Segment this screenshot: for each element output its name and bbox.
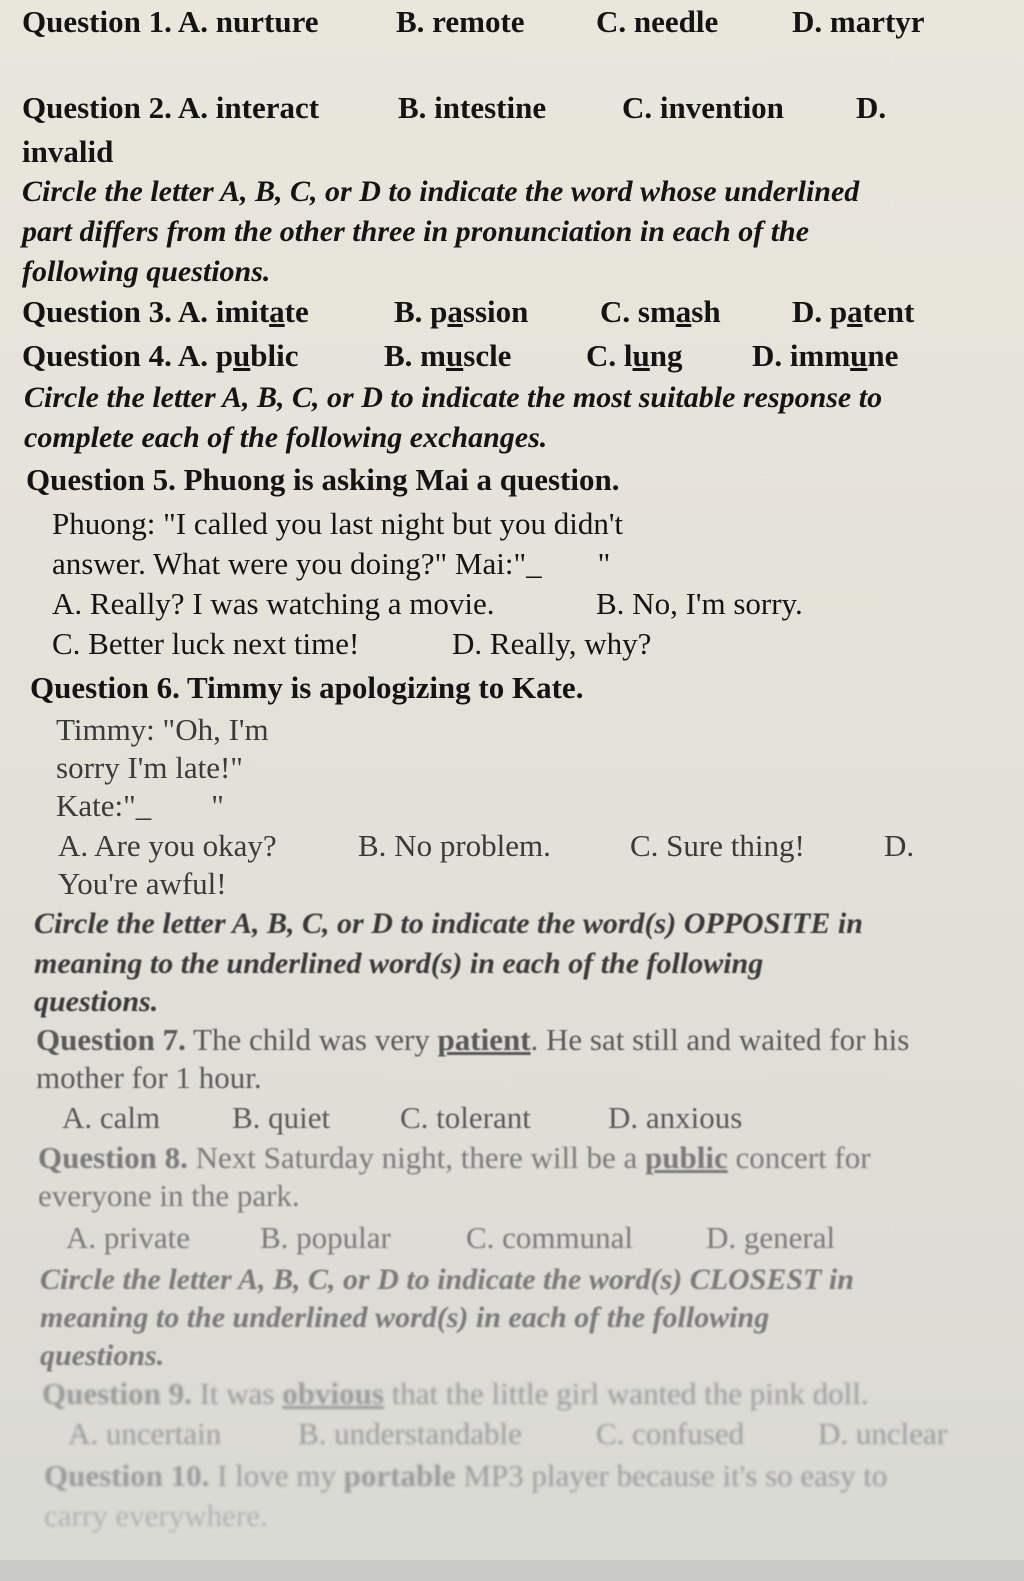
q7-option-a: A. calm [62, 1100, 161, 1135]
q5-option-b: B. No, I'm sorry. [596, 586, 803, 621]
q2-option-d-cont: invalid [22, 134, 114, 169]
q3-option-c: C. smash [600, 294, 721, 329]
q6-dialog-2: sorry I'm late!" [56, 750, 243, 785]
instruction-opposite-3: questions. [34, 985, 159, 1018]
q5-dialog-1: Phuong: "I called you last night but you didn't [52, 506, 624, 541]
q9-option-c: C. confused [596, 1416, 745, 1451]
q4-d-underlined: u [850, 338, 868, 373]
q3-label: Question 3. A. imitate [22, 294, 309, 329]
q7-sentence-cont: mother for 1 hour. [36, 1060, 262, 1095]
instruction-response-2: complete each of the following exchanges. [24, 421, 548, 454]
q8-option-b: B. popular [260, 1220, 391, 1255]
q10-underlined-word: portable [343, 1458, 456, 1493]
q6-option-d: D. [884, 828, 915, 863]
q2-option-c: C. invention [622, 90, 784, 125]
q6-label: Question 6. Timmy is apologizing to Kate. [30, 670, 584, 705]
instruction-opposite-2: meaning to the underlined word(s) in each of the following [34, 947, 764, 980]
q1-option-d: D. martyr [792, 4, 925, 39]
q8-option-c: C. communal [466, 1220, 634, 1255]
instruction-closest-1: Circle the letter A, B, C, or D to indicate the word(s) CLOSEST in [40, 1263, 854, 1296]
q1-label: Question 1. A. nurture [22, 4, 319, 39]
q5-dialog-2: answer. What were you doing?" Mai:"_ " [52, 546, 611, 581]
q7-underlined-word: patient [437, 1022, 531, 1057]
instruction-pronunciation-3: following questions. [22, 255, 271, 288]
q8-underlined-word: public [645, 1140, 728, 1175]
q5-label: Question 5. Phuong is asking Mai a question. [26, 462, 620, 497]
q3-c-underlined: a [675, 294, 692, 329]
q6-dialog-1: Timmy: "Oh, I'm [56, 712, 269, 747]
q6-option-a: A. Are you okay? [58, 828, 277, 863]
q3-b-underlined: a [447, 294, 463, 329]
q6-option-c: C. Sure thing! [630, 828, 805, 863]
q8-sentence-cont: everyone in the park. [38, 1178, 300, 1213]
q9-option-a: A. uncertain [68, 1416, 222, 1451]
q3-d-underlined: a [847, 294, 863, 329]
q10-sentence: Question 10. I love my portable MP3 player because it's so easy to [44, 1458, 888, 1493]
q4-option-b: B. muscle [384, 338, 512, 373]
instruction-response-1: Circle the letter A, B, C, or D to indicate the most suitable response to [24, 381, 883, 414]
q4-option-c: C. lung [586, 338, 683, 373]
q7-sentence: Question 7. The child was very patient. He sat still and waited for his [36, 1022, 910, 1057]
page-bottom-edge [0, 1560, 1024, 1581]
q7-option-c: C. tolerant [400, 1100, 531, 1135]
q2-label: Question 2. A. interact [22, 90, 320, 125]
q8-option-a: A. private [66, 1220, 190, 1255]
q2-option-b: B. intestine [398, 90, 547, 125]
q4-a-underlined: u [233, 338, 251, 373]
instruction-pronunciation-1: Circle the letter A, B, C, or D to indicate the word whose underlined [22, 175, 860, 208]
q5-option-c: C. Better luck next time! [52, 626, 360, 661]
q6-option-d-cont: You're awful! [58, 866, 227, 901]
q1-option-b: B. remote [396, 4, 525, 39]
q3-option-d: D. patent [792, 294, 915, 329]
q2-option-d: D. [856, 90, 887, 125]
q6-option-b: B. No problem. [358, 828, 551, 863]
q4-b-underlined: u [446, 338, 464, 373]
q8-sentence: Question 8. Next Saturday night, there will be a public concert for [38, 1140, 871, 1175]
q4-option-d: D. immune [752, 338, 899, 373]
q9-option-b: B. understandable [298, 1416, 522, 1451]
q4-c-underlined: u [632, 338, 650, 373]
q9-sentence: Question 9. It was obvious that the little girl wanted the pink doll. [42, 1376, 869, 1411]
q8-option-d: D. general [706, 1220, 836, 1255]
q9-underlined-word: obvious [282, 1376, 384, 1411]
q10-sentence-cont: carry everywhere. [44, 1498, 268, 1533]
q3-option-b: B. passion [394, 294, 529, 329]
q4-label: Question 4. A. public [22, 338, 299, 373]
instruction-closest-2: meaning to the underlined word(s) in each of the following [40, 1301, 770, 1334]
q9-option-d: D. unclear [818, 1416, 948, 1451]
q6-dialog-3: Kate:"_ " [56, 788, 224, 823]
q5-option-a: A. Really? I was watching a movie. [52, 586, 495, 621]
q7-option-b: B. quiet [232, 1100, 331, 1135]
q5-option-d: D. Really, why? [452, 626, 652, 661]
q1-option-c: C. needle [596, 4, 719, 39]
instruction-closest-3: questions. [40, 1339, 165, 1372]
instruction-opposite-1: Circle the letter A, B, C, or D to indicate the word(s) OPPOSITE in [34, 907, 863, 940]
q7-option-d: D. anxious [608, 1100, 743, 1135]
q3-a-underlined: a [269, 294, 285, 329]
instruction-pronunciation-2: part differs from the other three in pronunciation in each of the [22, 215, 810, 248]
